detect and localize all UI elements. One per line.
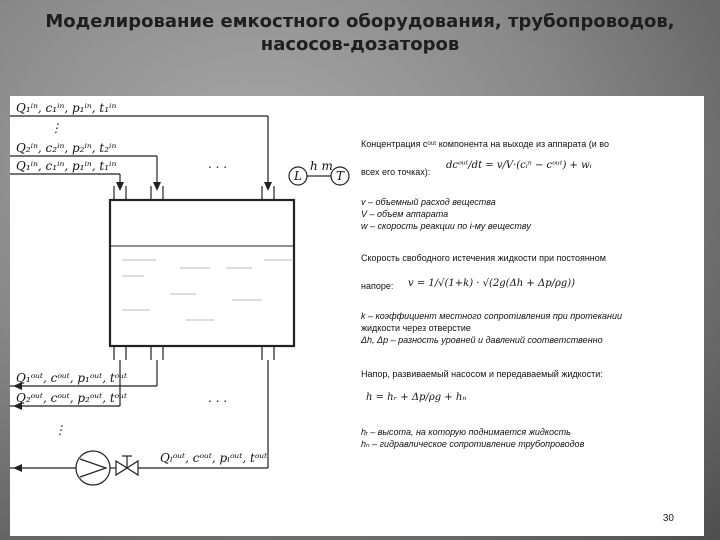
speed-text-2: напоре: <box>361 281 394 291</box>
arrow-down-3 <box>116 182 124 191</box>
slide-title <box>0 10 720 56</box>
temperature-sensor-label: T <box>336 169 345 183</box>
inlet-ellipsis: . . . <box>208 157 228 171</box>
outlet-ellipsis: . . . <box>208 391 228 405</box>
page-number: 30 <box>662 513 674 524</box>
definition-k-2: жидкости через отверстие <box>361 323 471 333</box>
title-line-2: насосов-дозаторов <box>260 34 460 55</box>
concentration-formula: dcᵒᵘᵗ/dt = v/V·(cᵢⁿ − cᵒᵘᵗ) + wᵢ <box>446 160 592 171</box>
concentration-text-1: Концентрация cᵒᵘᵗ компонента на выходе из аппарата (и во <box>361 139 609 149</box>
inlet-label-2: Q₂ⁱⁿ, c₂ⁱⁿ, p₂ⁱⁿ, t₂ⁱⁿ <box>16 141 117 155</box>
level-sensor-hm: h m <box>310 159 333 173</box>
definition-dh-dp: Δh, Δp – разность уровней и давлений соответственно <box>361 335 603 345</box>
inlet-label-3: Q₁ⁱⁿ, c₁ⁱⁿ, p₁ⁱⁿ, t₁ⁱⁿ <box>16 159 117 173</box>
inlet-label-1: Q₁ⁱⁿ, c₁ⁱⁿ, p₁ⁱⁿ, t₁ⁱⁿ <box>16 101 117 115</box>
content-panel <box>10 96 704 536</box>
speed-text-1: Скорость свободного истечения жидкости при постоянном <box>361 253 606 263</box>
definition-v: v – объемный расход вещества <box>361 197 496 207</box>
outlet-label-1: Q₁ᵒᵘᵗ, cᵒᵘᵗ, p₁ᵒᵘᵗ, tᵒᵘᵗ <box>16 371 128 385</box>
pump-impeller-mark <box>80 459 106 477</box>
definition-volume: V – объем аппарата <box>361 209 449 219</box>
concentration-text-2: всех его точках): <box>361 167 431 177</box>
head-text: Напор, развиваемый насосом и передаваемый жидкости: <box>361 369 603 379</box>
top-nozzles <box>114 186 274 200</box>
outlet-vdots: ⋮ <box>54 423 66 437</box>
definition-hr: hᵣ – высота, на которую поднимается жидкость <box>361 427 571 437</box>
inlet-vdots: ⋮ <box>50 121 62 135</box>
definition-k-1: k – коэффициент местного сопротивления при протекании <box>361 311 622 321</box>
arrow-down-2 <box>153 182 161 191</box>
tank-body <box>110 200 294 346</box>
outlet-label-2: Q₂ᵒᵘᵗ, cᵒᵘᵗ, p₂ᵒᵘᵗ, tᵒᵘᵗ <box>16 391 128 405</box>
flow-arrows <box>13 182 272 472</box>
arrow-left-3 <box>13 464 22 472</box>
level-sensor-label: L <box>294 169 302 183</box>
speed-formula: v = 1/√(1+k) · √(2g(Δh + Δp/ρg)) <box>408 278 576 289</box>
liquid-surface-marks <box>122 260 292 320</box>
title-line-1: Моделирование емкостного оборудования, трубопроводов, <box>45 11 675 32</box>
head-formula: h = hᵣ + Δp/ρg + hₙ <box>366 392 467 403</box>
definition-hp: hₙ – гидравлическое сопротивление трубопроводов <box>361 439 585 449</box>
arrow-down-1 <box>264 182 272 191</box>
bottom-nozzles <box>114 346 274 360</box>
definition-w: w – скорость реакции по i-му веществу <box>361 221 531 231</box>
outlet-label-3: Qₗᵒᵘᵗ, cᵒᵘᵗ, pₗᵒᵘᵗ, tᵒᵘᵗ <box>160 451 268 465</box>
